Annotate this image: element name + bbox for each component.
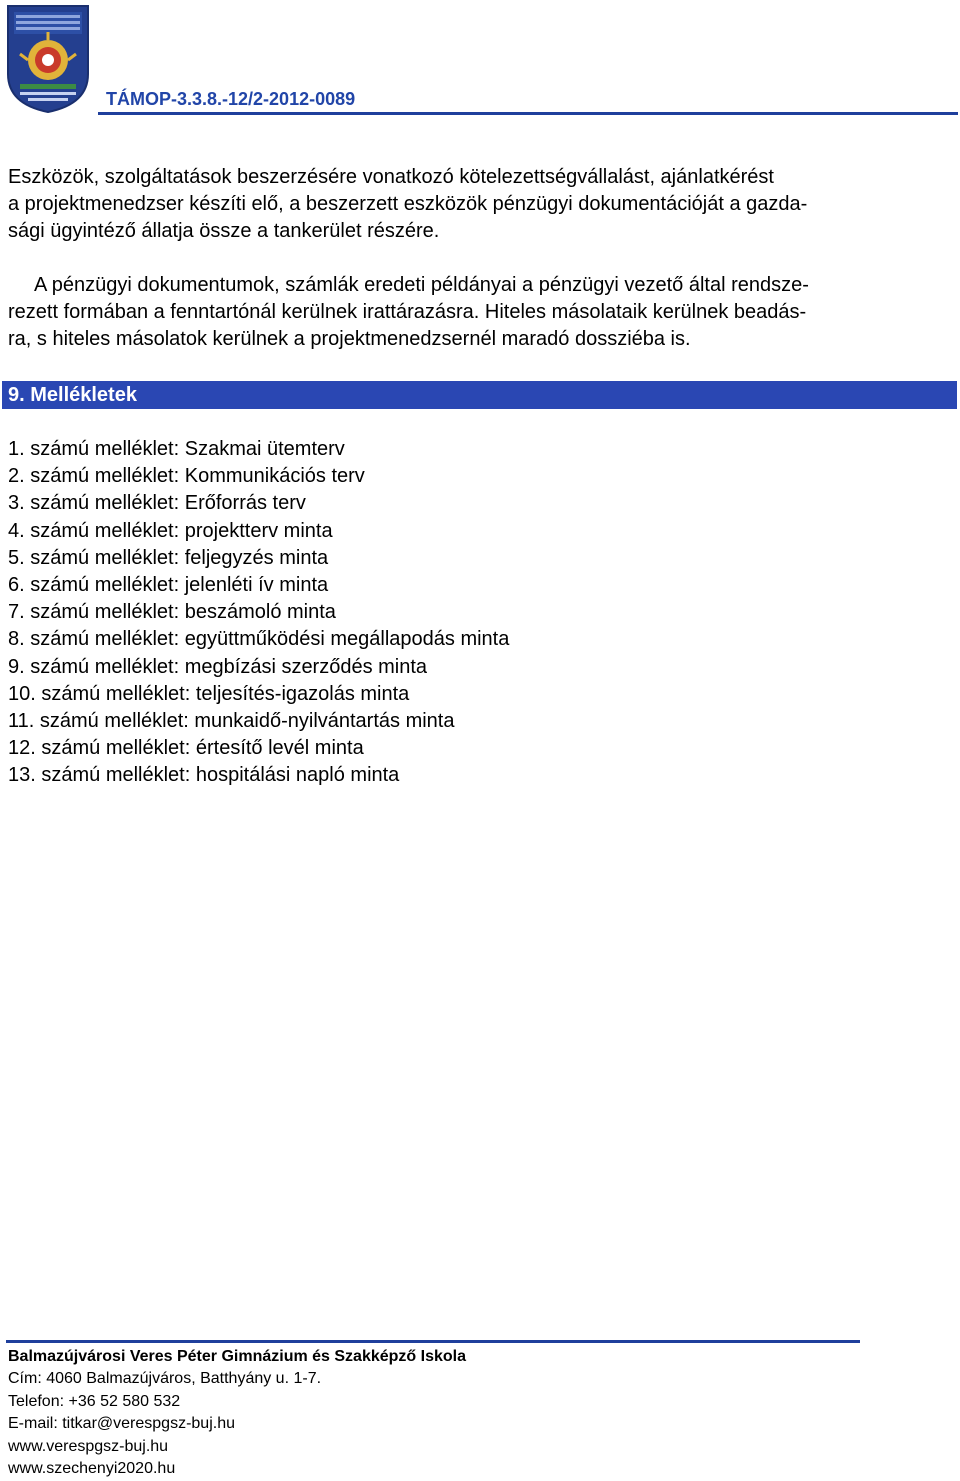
paragraph-line: rezett formában a fenntartónál kerülnek irattárazásra. Hiteles másolataik kerülnek beadás- bbox=[8, 301, 807, 323]
paragraph-line: ra, s hiteles másolatok kerülnek a projektmenedzsernél maradó dossziéba is. bbox=[8, 328, 691, 350]
annex-item: 2. számú melléklet: Kommunikációs terv bbox=[8, 465, 365, 488]
annex-item: 6. számú melléklet: jelenléti ív minta bbox=[8, 574, 329, 597]
section-title: 9. Mellékletek bbox=[8, 384, 137, 406]
footer-website-link[interactable]: www.verespgsz-buj.hu bbox=[8, 1437, 169, 1455]
section-heading-bar bbox=[2, 381, 957, 409]
paragraph-line: A pénzügyi dokumentumok, számlák eredeti példányai a pénzügyi vezető által rendsze- bbox=[34, 274, 809, 296]
school-crest-logo-icon bbox=[6, 4, 90, 114]
footer-website-link-2[interactable]: www.szechenyi2020.hu bbox=[8, 1460, 176, 1478]
footer-email[interactable]: E-mail: titkar@verespgsz-buj.hu bbox=[8, 1415, 235, 1433]
annex-list bbox=[8, 436, 509, 790]
paragraph-procurement bbox=[8, 164, 956, 245]
annex-item: 8. számú melléklet: együttműködési megállapodás minta bbox=[8, 628, 510, 651]
paragraph-line: Eszközök, szolgáltatások beszerzésére vonatkozó kötelezettségvállalást, ajánlatkérést bbox=[8, 166, 774, 188]
annex-item: 13. számú melléklet: hospitálási napló minta bbox=[8, 764, 400, 787]
annex-item: 1. számú melléklet: Szakmai ütemterv bbox=[8, 438, 345, 460]
annex-item: 3. számú melléklet: Erőforrás terv bbox=[8, 492, 306, 515]
annex-item: 10. számú melléklet: teljesítés-igazolás minta bbox=[8, 682, 410, 705]
header-divider bbox=[98, 112, 958, 115]
annex-item: 4. számú melléklet: projektterv minta bbox=[8, 519, 333, 542]
annex-item: 9. számú melléklet: megbízási szerződés minta bbox=[8, 655, 428, 678]
footer-address: Cím: 4060 Balmazújváros, Batthyány u. 1-7. bbox=[8, 1370, 322, 1388]
footer bbox=[8, 1346, 466, 1480]
footer-divider bbox=[6, 1340, 860, 1343]
paragraph-line: a projektmenedzser készíti elő, a beszerzett eszközök pénzügyi dokumentációját a gazda- bbox=[8, 193, 808, 215]
paragraph-line: sági ügyintéző állatja össze a tankerület részére. bbox=[8, 220, 440, 242]
annex-item: 12. számú melléklet: értesítő levél minta bbox=[8, 737, 364, 760]
annex-item: 11. számú melléklet: munkaidő-nyilvántartás minta bbox=[8, 710, 455, 733]
annex-item: 5. számú melléklet: feljegyzés minta bbox=[8, 546, 329, 569]
paragraph-financial-docs bbox=[8, 272, 956, 353]
footer-phone: Telefon: +36 52 580 532 bbox=[8, 1392, 181, 1410]
project-code: TÁMOP-3.3.8.-12/2-2012-0089 bbox=[106, 89, 356, 109]
footer-school-name: Balmazújvárosi Veres Péter Gimnázium és Szakképző Iskola bbox=[8, 1348, 466, 1365]
annex-item: 7. számú melléklet: beszámoló minta bbox=[8, 601, 336, 624]
